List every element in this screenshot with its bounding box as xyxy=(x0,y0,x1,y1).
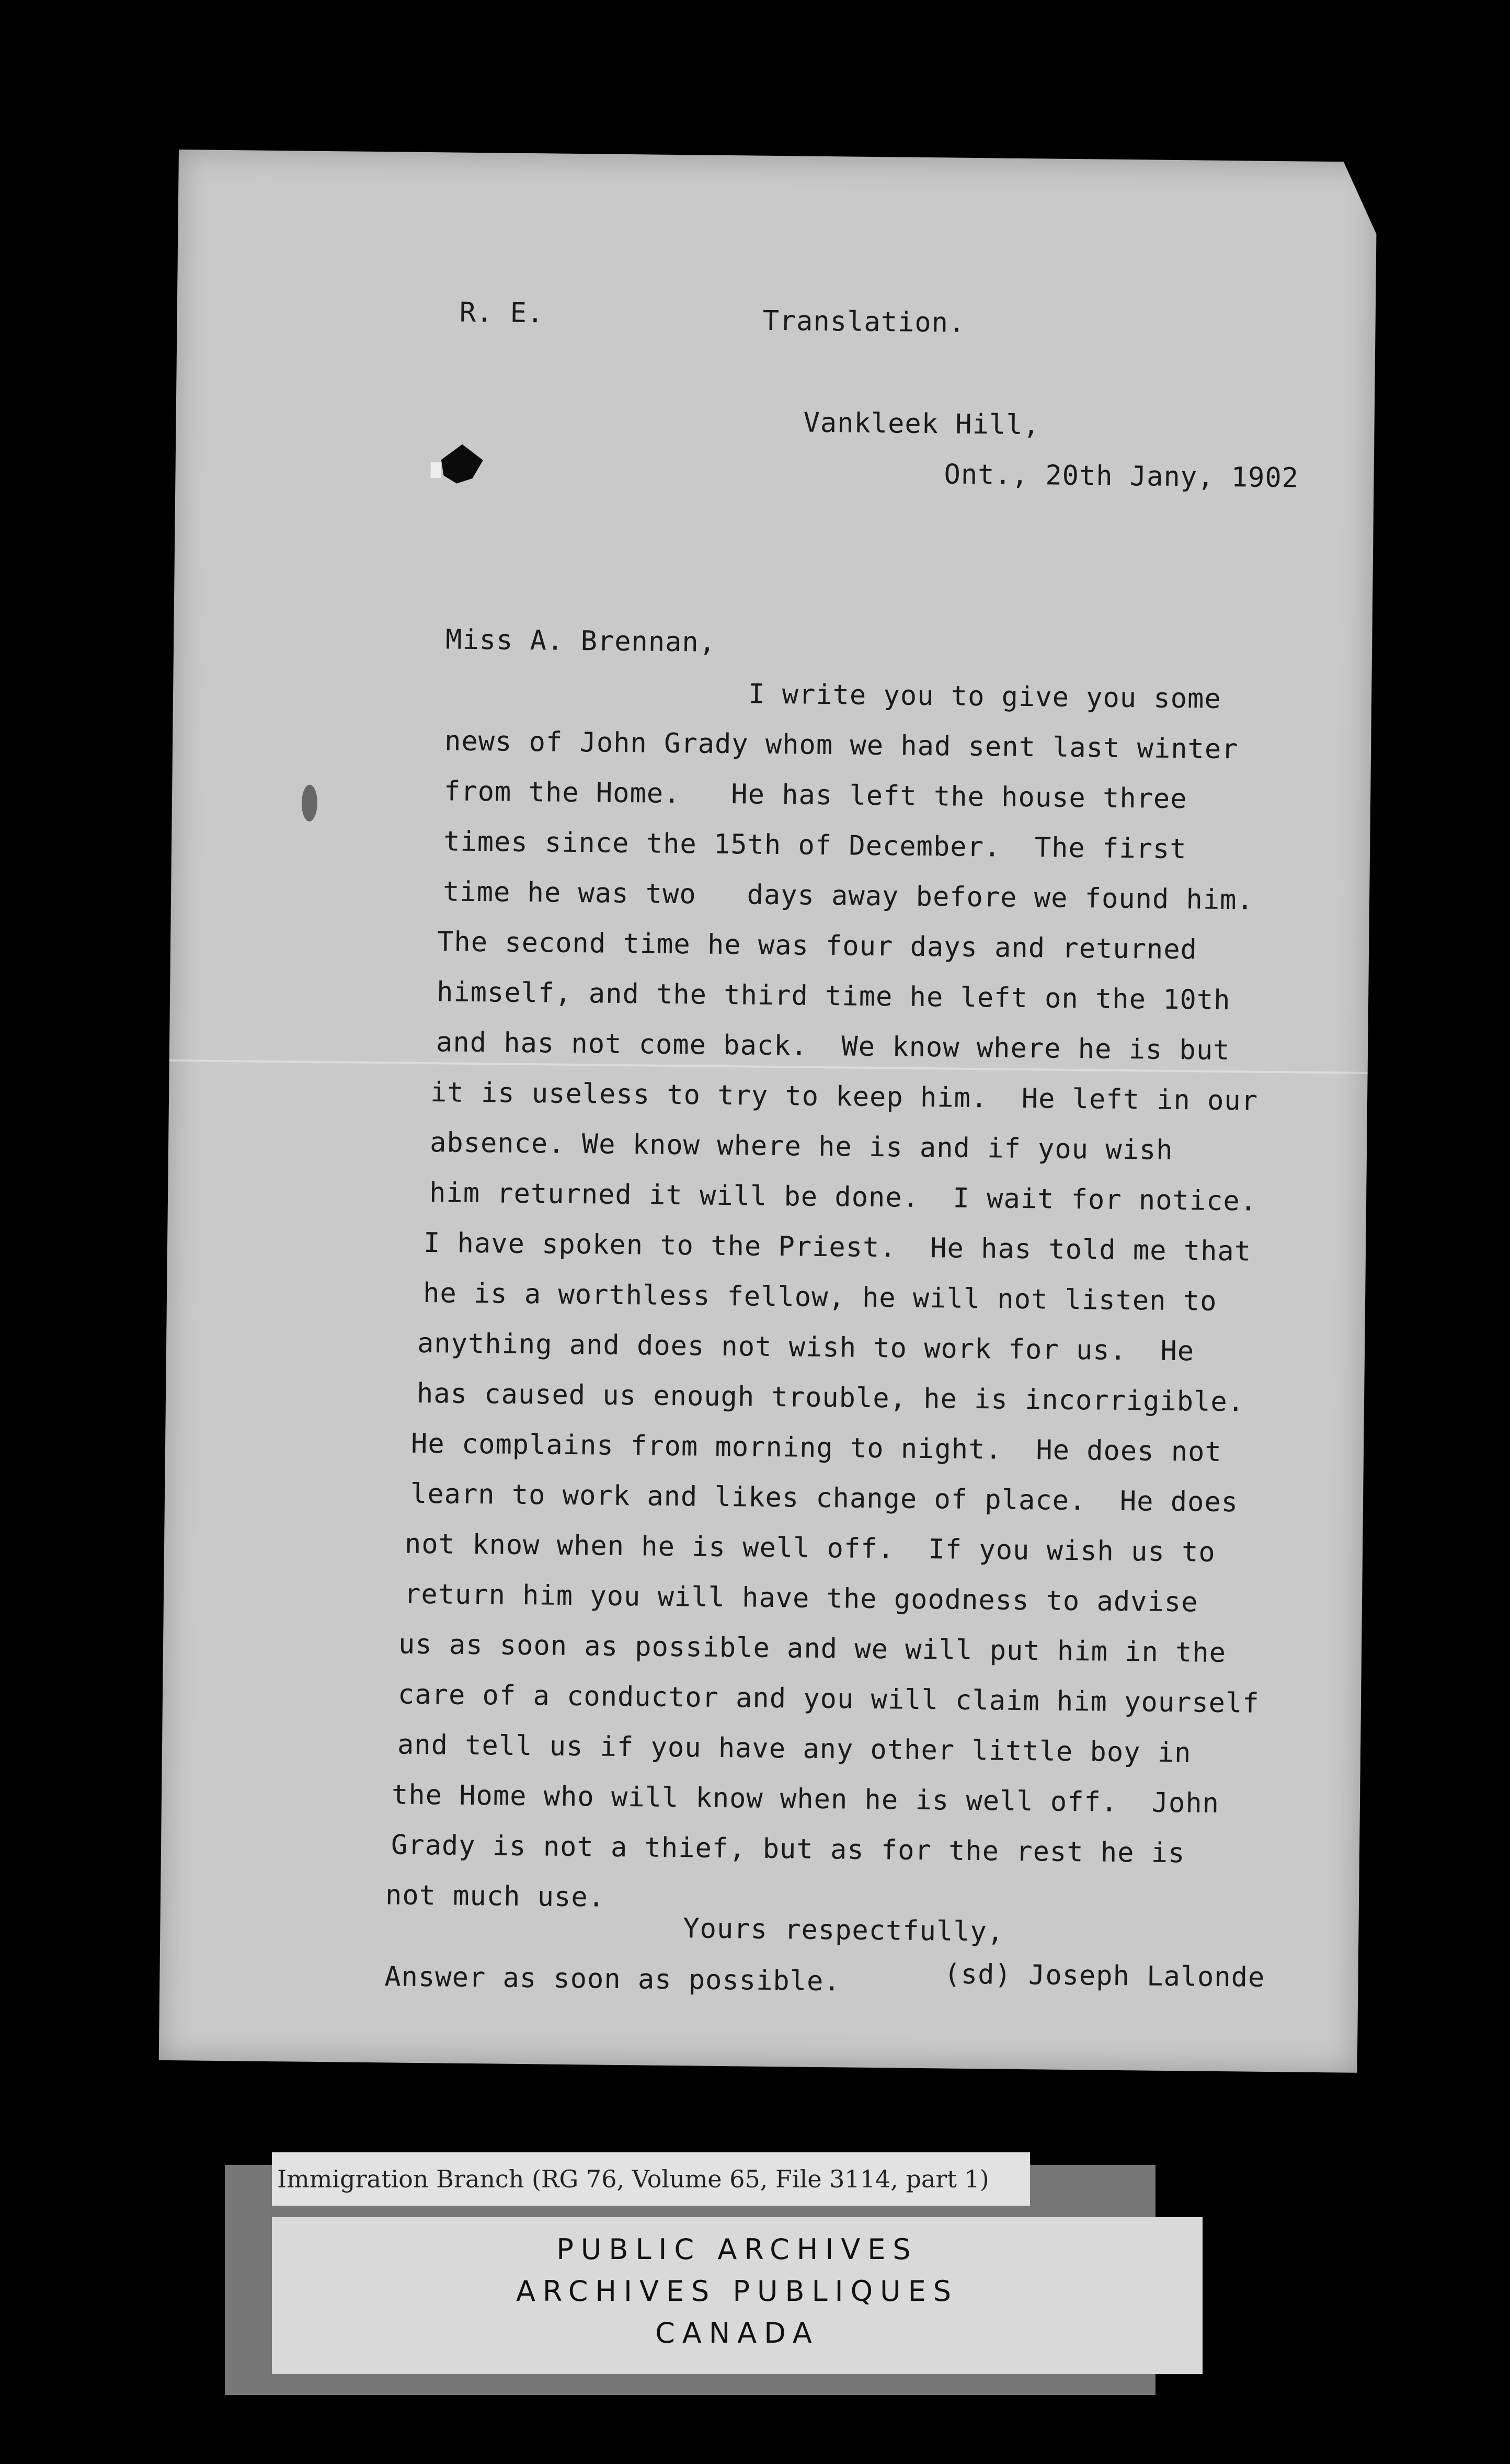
body-line: us as soon as possible and we will put him in the xyxy=(398,1628,1227,1669)
body-line: and has not come back. We know where he is but xyxy=(436,1026,1230,1067)
archive-reference-label: Immigration Branch (RG 76, Volume 65, File 3114, part 1) xyxy=(272,2152,1030,2206)
postscript: Answer as soon as possible. xyxy=(384,1961,841,1998)
body-line: and tell us if you have any other little boy in xyxy=(397,1729,1192,1769)
signature: (sd) Joseph Lalonde xyxy=(944,1958,1265,1993)
date-line: Ont., 20th Jany, 1902 xyxy=(944,459,1299,494)
stamp-line: CANADA xyxy=(655,2317,819,2349)
smudge-mark xyxy=(302,785,318,822)
body-line: The second time he was four days and returned xyxy=(437,926,1198,966)
body-line: not know when he is well off. If you wish us to xyxy=(404,1528,1216,1568)
body-line: the Home who will know when he is well off. John xyxy=(391,1779,1220,1820)
body-line: care of a conductor and you will claim him yourself xyxy=(397,1679,1260,1719)
body-line: I write you to give you some xyxy=(748,678,1222,715)
body-line: I have spoken to the Priest. He has told me that xyxy=(423,1227,1252,1268)
place-line: Vankleek Hill, xyxy=(803,407,1040,441)
archives-stamp xyxy=(272,2217,1203,2374)
body-line: him returned it will be done. I wait for notice. xyxy=(429,1177,1257,1217)
reference-initials: R. E. xyxy=(459,296,544,329)
body-line: He complains from morning to night. He does not xyxy=(410,1428,1222,1468)
body-line: return him you will have the goodness to advise xyxy=(404,1578,1198,1618)
torn-corner xyxy=(1342,159,1379,238)
body-line: learn to work and likes change of place. He does xyxy=(410,1478,1239,1519)
body-line: absence. We know where he is and if you wish xyxy=(429,1127,1173,1167)
stamp-line: ARCHIVES PUBLIQUES xyxy=(516,2275,959,2308)
body-line: news of John Grady whom we had sent last winter xyxy=(444,725,1239,766)
body-line: he is a worthless fellow, he will not listen to xyxy=(422,1277,1217,1317)
body-line: not much use. xyxy=(385,1879,605,1913)
closing: Yours respectfully, xyxy=(683,1913,1004,1948)
body-line: has caused us enough trouble, he is incorrigible. xyxy=(416,1377,1245,1418)
body-line: from the Home. He has left the house three xyxy=(443,775,1187,815)
body-line: time he was two days away before we found him. xyxy=(442,876,1254,916)
heading-translation: Translation. xyxy=(762,305,966,339)
body-line: Grady is not a thief, but as for the rest he is xyxy=(391,1829,1185,1869)
stamp-line: PUBLIC ARCHIVES xyxy=(556,2233,918,2266)
body-line: it is useless to try to keep him. He left in our xyxy=(430,1077,1259,1117)
punch-hole-mark xyxy=(425,439,488,492)
body-line: times since the 15th of December. The first xyxy=(443,826,1187,865)
body-line: anything and does not wish to work for us. He xyxy=(417,1327,1195,1367)
body-line: himself, and the third time he left on the 10th xyxy=(436,976,1231,1017)
letter-page xyxy=(159,150,1377,2073)
salutation: Miss A. Brennan, xyxy=(445,624,716,658)
